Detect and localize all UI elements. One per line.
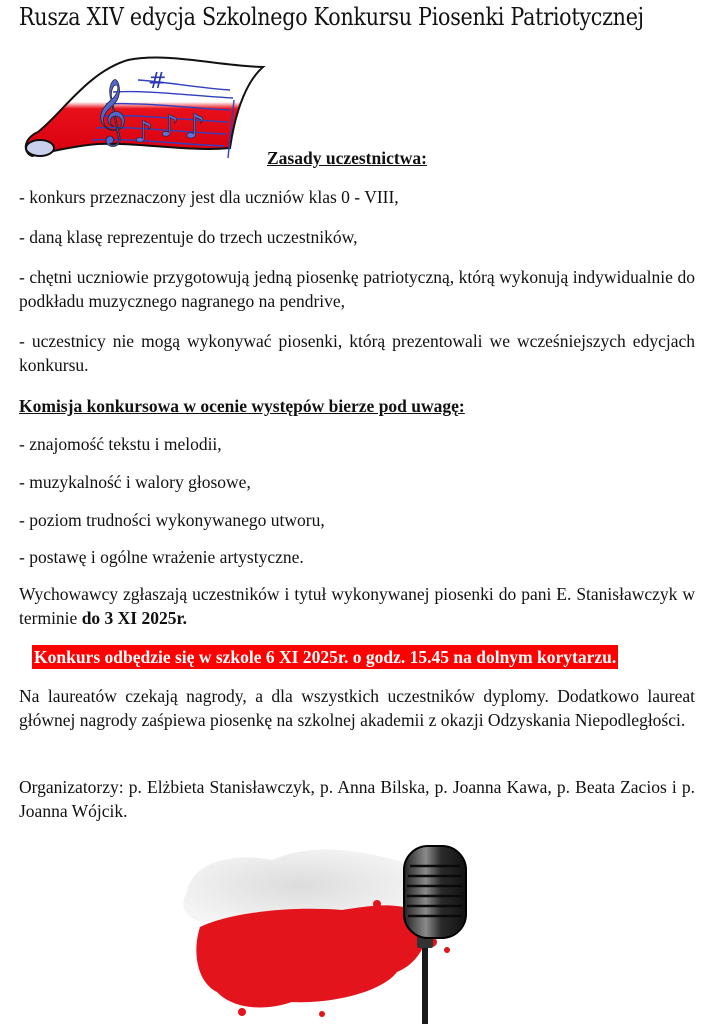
svg-text:𝄞: 𝄞 (94, 79, 128, 144)
rule-item: - daną klasę reprezentuje do trzech uczestników, (19, 227, 358, 247)
registration-paragraph (19, 582, 695, 630)
svg-text:♪: ♪ (134, 115, 154, 150)
svg-text:#: # (148, 69, 167, 94)
rule-item: - uczestnicy nie mogą wykonywać piosenki, którą prezentowali we wcześniejszych edycjach konkursu. (19, 331, 695, 375)
criteria-item: - poziom trudności wykonywanego utworu, (19, 510, 325, 530)
criteria-heading: Komisja konkursowa w ocenie występów bierze pod uwagę: (19, 396, 465, 416)
flag-music-illustration (18, 52, 268, 162)
rules-heading: Zasady uczestnictwa: (267, 148, 427, 168)
organizers-paragraph: Organizatorzy: p. Elżbieta Stanisławczyk, p. Anna Bilska, p. Joanna Kawa, p. Beata Zacios i p. Joanna Wójcik. (19, 777, 695, 821)
rule-item: - konkurs przeznaczony jest dla uczniów klas 0 - VIII, (19, 187, 399, 207)
svg-text:♪: ♪ (184, 107, 206, 147)
registration-deadline: do 3 XI 2025r. (81, 608, 188, 628)
page-title: Rusza XIV edycja Szkolnego Konkursu Piosenki Patriotycznej (19, 3, 644, 31)
rule-item: - chętni uczniowie przygotowują jedną piosenkę patriotyczną, którą wykonują indywidualnie do podkładu muzycznego nagranego na pendrive, (19, 267, 695, 311)
criteria-item: - muzykalność i walory głosowe, (19, 472, 251, 492)
microphone-flag-illustration (172, 832, 498, 1024)
svg-text:♪: ♪ (160, 109, 180, 144)
prizes-paragraph: Na laureatów czekają nagrody, a dla wszystkich uczestników dyplomy. Dodatkowo laureat głównej nagrody zaśpiewa piosenkę na szkolnej akademii z okazji Odzyskania Niepodległości. (19, 686, 695, 730)
criteria-item: - postawę i ogólne wrażenie artystyczne. (19, 547, 304, 567)
criteria-item: - znajomość tekstu i melodii, (19, 434, 222, 454)
event-notice-banner: Konkurs odbędzie się w szkole 6 XI 2025r. o godz. 15.45 na dolnym korytarzu. (34, 647, 617, 667)
registration-text: Wychowawcy zgłaszają uczestników i tytuł wykonywanej piosenki do pani E. Stanisławczyk w terminie (19, 584, 695, 628)
